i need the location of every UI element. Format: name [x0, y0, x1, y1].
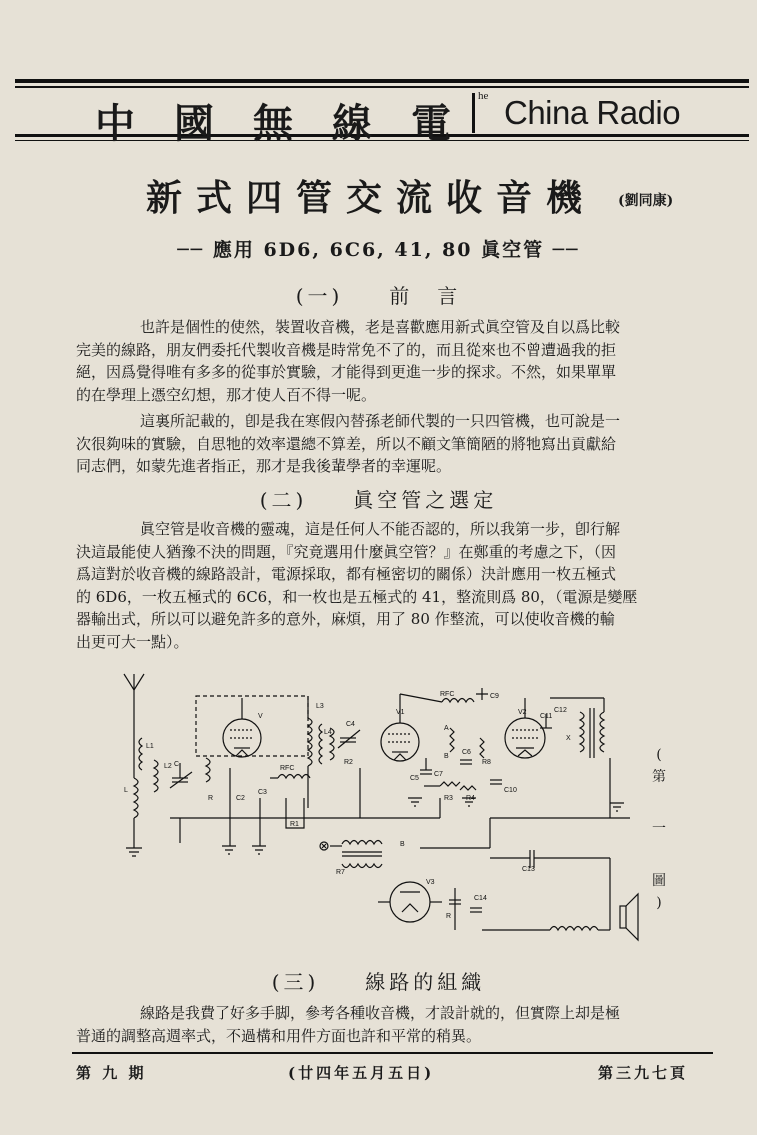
- footer-page-number: 第三九七頁: [598, 1064, 689, 1082]
- masthead-top-rule-thin: [15, 86, 749, 88]
- component-label: RFC: [280, 765, 295, 772]
- section-heading: [0, 484, 757, 513]
- component-label: L3: [316, 703, 324, 710]
- shield-outline: [196, 696, 308, 756]
- figure-label-char: (: [656, 747, 662, 763]
- component-label: C12: [554, 707, 567, 714]
- article-title: 新式四管交流收音機: [146, 177, 597, 219]
- component-label: C7: [434, 771, 443, 778]
- masthead-char: 無: [253, 100, 297, 147]
- text-line: 完美的線路，朋友們委托代製收音機是時常免不了的，而且從來也不曾遭過我的拒: [76, 340, 617, 359]
- section-number: (二): [259, 488, 308, 512]
- power-transformer: [320, 841, 382, 868]
- component-label: RFC: [440, 691, 455, 698]
- figure-label-char: 圖: [652, 873, 666, 889]
- component-label: B: [400, 841, 405, 848]
- component-label: R: [446, 913, 452, 920]
- component-label: R7: [336, 869, 345, 876]
- section-number: (一): [295, 284, 344, 308]
- component-label: L: [124, 787, 128, 794]
- component-label: C10: [504, 787, 517, 794]
- text-line: 也許是個性的使然，裝置收音機，老是喜歡應用新式眞空管及自以爲比較: [140, 318, 621, 336]
- section-title: 眞空管之選定: [353, 488, 498, 512]
- output-transformer: [540, 698, 604, 758]
- text-line: 出更可大一點）。: [76, 632, 189, 651]
- figure-label: [648, 744, 670, 914]
- circuit-diagram: [110, 668, 640, 968]
- text-line: 決這最能使人猶豫不決的問題，『究竟選用什麼眞空管？』在鄭重的考慮之下，（因: [76, 542, 617, 561]
- component-label: C9: [490, 693, 499, 700]
- component-label: R: [208, 795, 214, 802]
- component-label: C3: [258, 789, 267, 796]
- component-label: R2: [344, 759, 353, 766]
- speaker-symbol: [620, 894, 638, 940]
- text-line: 眞空管是收音機的靈魂，這是任何人不能否認的，所以我第一步，卽行解: [140, 520, 621, 538]
- component-label: C6: [462, 749, 471, 756]
- masthead-divider: [472, 93, 475, 133]
- component-label: V1: [396, 709, 405, 716]
- tube-v2: [505, 698, 545, 758]
- masthead-english-title: China Radio: [504, 94, 681, 131]
- masthead-chinese-title: [95, 92, 455, 149]
- ground-symbols: [126, 798, 624, 856]
- component-label: R1: [290, 821, 299, 828]
- paragraph: [76, 410, 688, 478]
- footer-issue: 第 九 期: [76, 1064, 147, 1082]
- figure-label-char: 一: [652, 821, 666, 837]
- masthead-char: 中: [95, 100, 139, 147]
- rfc-coil: [270, 775, 310, 829]
- component-label: L2: [164, 763, 172, 770]
- paragraph: [76, 316, 688, 406]
- text-line: 爲這對於收音機的線路設計，電源採取，都有極密切的關係）決計應用一枚五極式: [76, 565, 617, 583]
- component-label: C4: [346, 721, 355, 728]
- section-title: 前 言: [389, 284, 462, 308]
- component-label: V2: [518, 709, 527, 716]
- text-line: 線路是我費了好多手脚，參考各種收音機，才設計就的，但實際上却是極: [140, 1004, 621, 1022]
- text-line: 絕，因爲覺得唯有多多的從事於實驗，才能得到更進一步的探求。不然，如果單單: [76, 363, 617, 381]
- text-line: 這裏所記載的，卽是我在寒假內替孫老師代製的一只四管機，也可說是一: [140, 412, 621, 430]
- component-label: L4: [324, 729, 332, 736]
- component-label: V: [258, 713, 263, 720]
- section-number: (三): [271, 970, 320, 994]
- component-label: C5: [410, 775, 419, 782]
- bus-wiring: [170, 758, 610, 846]
- tube-v3-rectifier: [378, 882, 442, 922]
- component-labels: [124, 691, 571, 920]
- text-line: 普通的調整高週率式，不過構和用件方面也許和平常的稍異。: [76, 1026, 482, 1045]
- component-label: V3: [426, 879, 435, 886]
- text-line: 器輸出式，所以可以避免許多的意外，麻煩，用了 80 作整流，可以使收音機的輸: [76, 610, 615, 628]
- masthead-top-rule: [15, 79, 749, 83]
- component-label: C13: [522, 866, 535, 873]
- paragraph: [76, 518, 688, 653]
- section-title: 線路的組織: [365, 970, 486, 994]
- second-tuning-capacitor: [330, 728, 360, 760]
- component-label: R3: [444, 795, 453, 802]
- masthead-char: 電: [411, 100, 455, 147]
- text-line: 次很夠味的實驗，自思牠的效率還總不算差，所以不顧文筆簡陋的將牠寫出貢獻給: [76, 434, 617, 453]
- section-heading: [0, 966, 757, 995]
- figure-label-char: ): [656, 895, 662, 911]
- component-label: A: [444, 725, 449, 732]
- masthead-the: he: [478, 90, 489, 102]
- component-label: R8: [482, 759, 491, 766]
- figure-label-char: 第: [652, 769, 666, 785]
- article-subtitle: ── 應用 6D6, 6C6, 41, 80 眞空管 ──: [177, 239, 580, 261]
- footer-rule: [72, 1052, 713, 1054]
- antenna-coil: [134, 738, 158, 848]
- coupling-coil: [308, 696, 322, 808]
- component-label: L1: [146, 743, 154, 750]
- footer-date: (廿四年五月五日): [288, 1064, 435, 1082]
- component-label: C14: [474, 895, 487, 902]
- tube-v1: [381, 694, 419, 761]
- component-label: C11: [540, 713, 553, 720]
- text-line: 的在學理上憑空幻想，那才使人百不得一呢。: [76, 385, 377, 404]
- component-label: R4: [466, 795, 475, 802]
- component-label: X: [566, 735, 571, 742]
- power-filter: [420, 818, 630, 930]
- component-label: C: [174, 761, 180, 768]
- masthead-char: 國: [174, 100, 218, 147]
- text-line: 的 6D6，一枚五極式的 6C6，和一枚也是五極式的 41，整流則爲 80，（電源是變壓: [76, 587, 638, 606]
- tube-v: [223, 698, 261, 757]
- masthead-char: 線: [332, 100, 376, 147]
- component-label: C2: [236, 795, 245, 802]
- text-line: 同志們，如蒙先進者指正，那才是我後輩學者的幸運呢。: [76, 457, 452, 475]
- article-author: (劉同康): [618, 193, 674, 209]
- paragraph: [76, 1002, 688, 1047]
- section-heading: [0, 280, 757, 309]
- component-label: B: [444, 753, 449, 760]
